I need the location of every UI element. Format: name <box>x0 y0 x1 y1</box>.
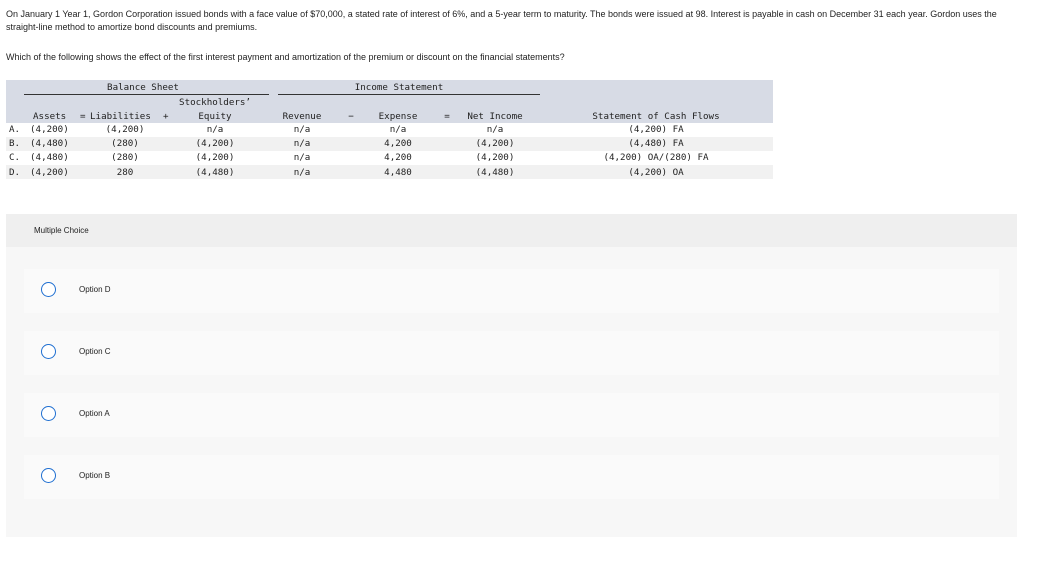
cash-flows-value: (4,200) OA/(280) FA <box>603 152 709 163</box>
revenue-value: n/a <box>293 167 311 178</box>
equals-sign: = <box>80 111 86 122</box>
option-label: Option D <box>79 285 111 294</box>
expense-value: 4,480 <box>384 167 412 178</box>
net-income-value: (4,200) <box>475 152 515 163</box>
radio-button-icon[interactable] <box>41 282 56 297</box>
liabilities-value: (4,200) <box>105 124 145 135</box>
liabilities-value: 280 <box>116 167 134 178</box>
multiple-choice-heading: Multiple Choice <box>34 226 89 235</box>
equity-value: (4,200) <box>195 152 235 163</box>
row-label: A. <box>9 124 21 135</box>
balance-sheet-underline <box>24 94 269 95</box>
multiple-choice-panel <box>6 214 1017 537</box>
equity-header-top: Stockholders’ <box>179 97 251 108</box>
option-d[interactable] <box>24 269 999 313</box>
income-statement-underline <box>278 94 540 95</box>
option-label: Option A <box>79 409 110 418</box>
option-b[interactable] <box>24 455 999 499</box>
cash-flows-value: (4,480) FA <box>628 138 684 149</box>
option-a[interactable] <box>24 393 999 437</box>
row-label: B. <box>9 138 21 149</box>
expense-value: 4,200 <box>384 138 412 149</box>
net-income-header: Net Income <box>467 111 523 122</box>
assets-value: (4,480) <box>30 138 69 149</box>
equity-value: (4,480) <box>195 167 235 178</box>
multiple-choice-header <box>6 214 1017 247</box>
option-label: Option B <box>79 471 111 480</box>
cash-flows-value: (4,200) FA <box>628 124 684 135</box>
liabilities-value: (280) <box>111 138 139 149</box>
option-c[interactable] <box>24 331 999 375</box>
financial-statements-table <box>6 80 773 181</box>
expense-value: 4,200 <box>384 152 412 163</box>
expense-header: Expense <box>378 111 418 122</box>
equity-value: n/a <box>206 124 224 135</box>
minus-sign: − <box>348 111 354 122</box>
option-label: Option C <box>79 347 111 356</box>
assets-header: Assets <box>33 111 67 122</box>
row-label: C. <box>9 152 21 163</box>
expense-value: n/a <box>389 124 407 135</box>
balance-sheet-header: Balance Sheet <box>107 82 179 93</box>
liabilities-value: (280) <box>111 152 139 163</box>
equity-value: (4,200) <box>195 138 235 149</box>
equity-header: Equity <box>198 111 232 122</box>
assets-value: (4,200) <box>30 167 69 178</box>
radio-button-icon[interactable] <box>41 406 56 421</box>
question-prompt: Which of the following shows the effect of the first interest payment and amortization of the premium or discount on the financial statements? <box>6 52 565 62</box>
question-text: On January 1 Year 1, Gordon Corporation issued bonds with a face value of $70,000, a stated rate of interest of 6%, and a 5-year term to maturity. The bonds were issued at 98. Interest is payable in cash on December 31 each year. Gordon uses the straight-line method to amortize bond discounts and premiums. <box>6 9 997 32</box>
revenue-header: Revenue <box>282 111 322 122</box>
plus-sign: + <box>163 111 169 122</box>
assets-value: (4,480) <box>30 152 69 163</box>
net-income-value: (4,200) <box>475 138 515 149</box>
income-statement-header: Income Statement <box>354 82 444 93</box>
cash-flows-header: Statement of Cash Flows <box>592 111 720 122</box>
net-income-value: (4,480) <box>475 167 515 178</box>
liabilities-header: Liabilities <box>90 111 151 122</box>
radio-button-icon[interactable] <box>41 468 56 483</box>
assets-value: (4,200) <box>30 124 69 135</box>
radio-button-icon[interactable] <box>41 344 56 359</box>
row-label: D. <box>9 167 21 178</box>
revenue-value: n/a <box>293 138 311 149</box>
revenue-value: n/a <box>293 152 311 163</box>
cash-flows-value: (4,200) OA <box>628 167 684 178</box>
revenue-value: n/a <box>293 124 311 135</box>
equals-sign: = <box>444 111 450 122</box>
net-income-value: n/a <box>486 124 504 135</box>
